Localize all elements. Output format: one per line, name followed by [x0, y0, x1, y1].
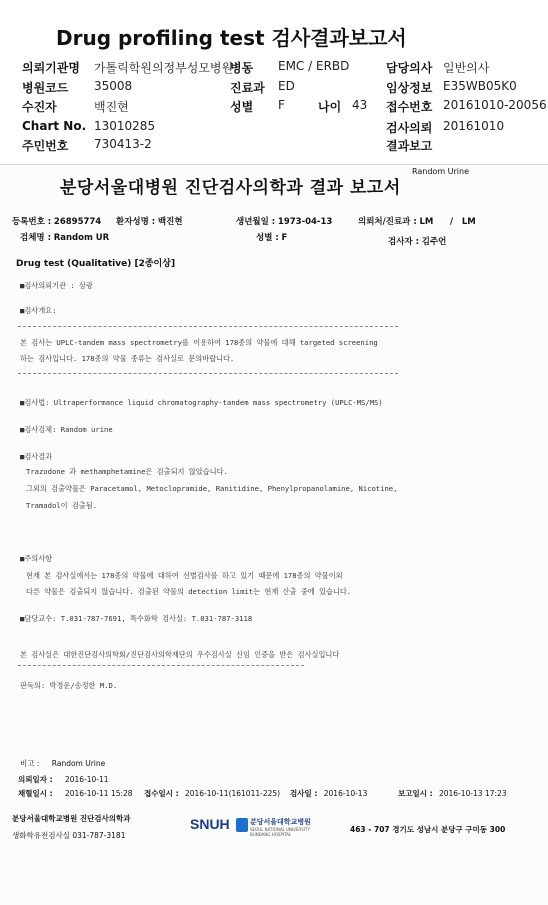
report-title: 분당서울대병원 진단검사의학과 결과 보고서 [60, 178, 401, 198]
divider [18, 665, 304, 666]
hospital-code-value: 35008 [94, 79, 133, 93]
receipt-no-label: 접수번호 [386, 100, 433, 114]
request-date-value: 20161010 [443, 119, 505, 133]
report-time-value: 2016-10-13 17:23 [438, 789, 507, 798]
receipt-no-value: 20161010-20056 [443, 98, 547, 112]
receipt-label: 접수일시 : [144, 789, 179, 798]
result-line-1: Trazodone 과 methamphetamine은 검출되지 않았습니다. [26, 467, 228, 476]
patient-name-value: 백진현 [157, 217, 183, 227]
divider [18, 373, 398, 374]
specimen-name [20, 231, 109, 243]
hospital-phone: 생화학유전검사실 031-787-3181 [12, 831, 126, 840]
department-value: ED [278, 79, 295, 93]
patient-value: 백진현 [94, 100, 129, 114]
specimen-value: Random UR [53, 233, 110, 243]
department-label: 진료과 [230, 81, 265, 95]
dept-label: 의뢰처/진료과 : [358, 217, 417, 227]
remark-label: 비고 : [20, 759, 40, 768]
report-time [398, 788, 507, 799]
scanned-report [0, 164, 548, 905]
test-specimen: ■검사검체: Random urine [20, 425, 113, 434]
dept-slash: / [450, 217, 454, 227]
clinical-info-value: E35WB05K0 [443, 79, 517, 93]
request-date-label: 의뢰일자 : [18, 775, 53, 784]
age-label: 나이 [318, 100, 342, 114]
test-method: ■검사법: Ultraperformance liquid chromatography-tandem mass spectrometry (UPLC-MS/MS) [20, 398, 383, 407]
resident-no-value: 730413-2 [94, 137, 152, 151]
receipt-time [144, 788, 280, 799]
tester-value: 김주언 [421, 237, 447, 247]
patient-name-label: 환자성명 : [116, 217, 156, 227]
hospital-logo [190, 815, 318, 837]
doctor-value: 일반의사 [443, 61, 490, 75]
sex-label: 성별 [230, 100, 254, 114]
summary-card [0, 0, 548, 164]
registration-no-label: 등록번호 : [12, 217, 52, 227]
hospital-address: 463 - 707 경기도 성남시 분당구 구미동 300 [350, 825, 506, 834]
hospital-code-label: 병원코드 [22, 81, 69, 95]
divider [18, 326, 398, 327]
test-institution: ■검사의뢰기관 : 삼광 [20, 281, 93, 290]
age-value: 43 [352, 98, 368, 112]
report-sex [256, 231, 287, 243]
contact-info: ■담당교수: T.031-787-7691, 특수화학 검사실: T.031-787-3118 [20, 614, 253, 623]
tester [388, 235, 446, 247]
logo-subtitle: 분당서울대학교병원 [250, 818, 311, 826]
ward-value: EMC / ERBD [278, 59, 350, 73]
doctor-label: 담당의사 [386, 61, 433, 75]
request-date-label: 검사의뢰 [386, 121, 433, 135]
registration-no-value: 26895774 [53, 217, 102, 227]
ward-label: 병동 [230, 61, 254, 75]
certification: 본 검사실은 대한진단검사의학회/진단검사의학재단의 우수검사실 신임 인증을 받은 검사실입니다 [20, 650, 340, 659]
test-date-value: 2016-10-13 [323, 789, 368, 798]
remark [20, 758, 105, 769]
dept-value: LM [419, 217, 434, 227]
collection-label: 채혈일시 : [18, 789, 53, 798]
logo-subtitle-en: SEOUL NATIONAL UNIVERSITY BUNDANG HOSPITAL [250, 827, 310, 837]
test-date [290, 788, 367, 799]
test-name: Drug test (Qualitative) [2종이상] [16, 259, 176, 269]
request-date-value: 2016-10-11 [64, 775, 109, 784]
caution-line-1: 현재 본 검사실에서는 178종의 약물에 대하여 선별검사를 하고 있기 때문에 178종의 약물이외 [26, 571, 343, 580]
hospital-dept: 분당서울대학교병원 진단검사의학과 [12, 814, 131, 823]
date-of-birth [236, 215, 332, 227]
remark-value: Random Urine [51, 759, 106, 768]
report-sex-value: F [281, 233, 288, 243]
dob-value: 1973-04-13 [277, 217, 333, 227]
result-report-label: 결과보고 [386, 139, 433, 153]
patient-name [116, 215, 183, 227]
logo-text: SNUH [190, 816, 230, 832]
result-line-2: 그외의 검출약물은 Paracetamol, Metoclopramide, Ranitidine, Phenylpropanolamine, Nicotine, [26, 484, 398, 493]
resident-no-label: 주민번호 [22, 139, 69, 153]
clinical-info-label: 임상정보 [386, 81, 433, 95]
caution-title: ■주의사항 [20, 554, 53, 563]
report-time-label: 보고일시 : [398, 789, 433, 798]
patient-label: 수진자 [22, 100, 57, 114]
overview-title: ■검사개요: [20, 306, 57, 315]
overview-line-1: 본 검사는 UPLC-tandem mass spectrometry를 이용하여 178종의 약물에 대해 targeted screening [20, 338, 378, 347]
specimen-badge: Random Urine [412, 167, 470, 176]
result-title: ■검사결과 [20, 452, 53, 461]
specimen-label: 검체명 : [20, 233, 51, 243]
test-date-label: 검사일 : [290, 789, 318, 798]
collection-value: 2016-10-11 15:28 [64, 789, 133, 798]
request-date [18, 774, 109, 785]
page-title: Drug profiling test 검사결과보고서 [56, 26, 407, 50]
overview-line-2: 하는 검사입니다. 178종의 약물 종류는 검사실로 문의바랍니다. [20, 354, 235, 363]
chart-no-value: 13010285 [94, 119, 156, 133]
dob-label: 생년월일 : [236, 217, 276, 227]
logo-mark-icon [236, 818, 248, 832]
institution-value: 가톨릭학원의정부성모병원 [94, 61, 234, 75]
institution-label: 의뢰기관명 [22, 61, 80, 75]
referring-dept [358, 215, 476, 227]
chart-no-label: Chart No. [22, 119, 87, 133]
reviewer: 판독의: 박경운/송정한 M.D. [20, 681, 118, 690]
tester-label: 검사자 : [388, 237, 419, 247]
collection-time [18, 788, 133, 799]
result-line-3: Tramadol이 검출됨. [26, 501, 98, 510]
registration-no [12, 215, 101, 227]
receipt-value: 2016-10-11(161011-225) [184, 789, 281, 798]
dept-value-2: LM [461, 217, 476, 227]
sex-value: F [278, 98, 285, 112]
caution-line-2: 다른 약물은 검출되지 않습니다. 검출된 약물의 detection limit는 현재 산출 중에 있습니다. [26, 587, 352, 596]
report-sex-label: 성별 : [256, 233, 279, 243]
